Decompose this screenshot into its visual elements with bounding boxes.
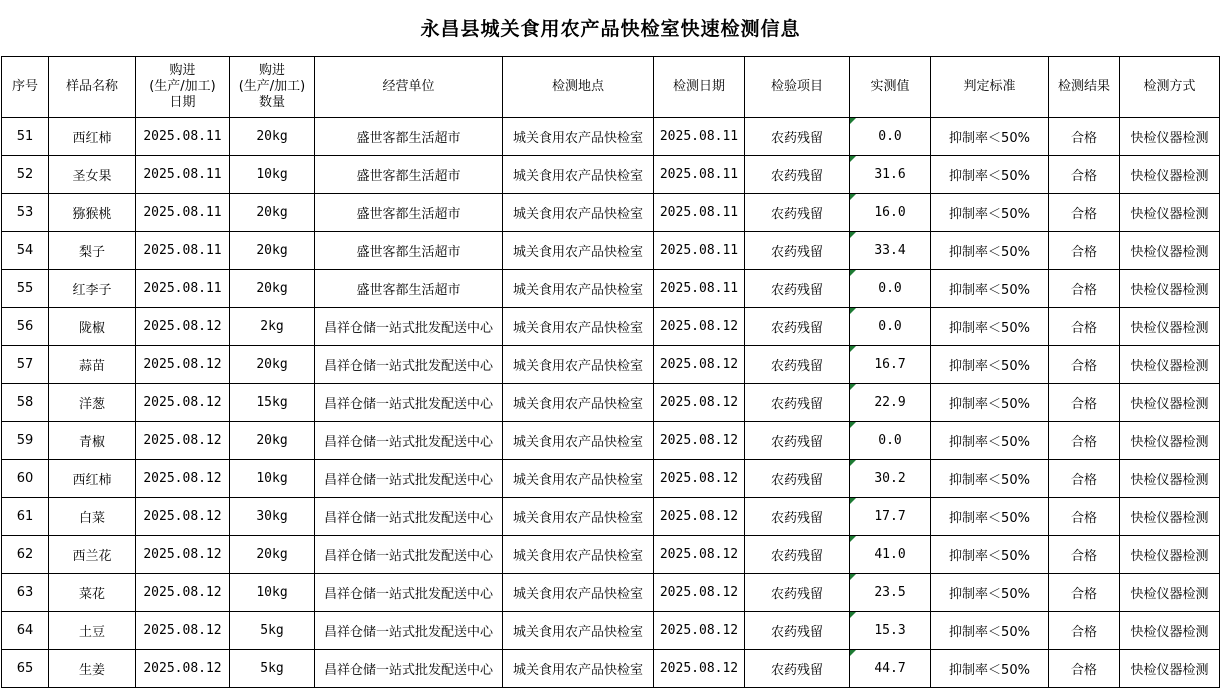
cell-location: 城关食用农产品快检室: [503, 270, 654, 308]
cell-operator: 昌祥仓储一站式批发配送中心: [315, 612, 503, 650]
cell-purchase-date: 2025.08.12: [136, 308, 230, 346]
cell-method: 快检仪器检测: [1120, 422, 1220, 460]
cell-method: 快检仪器检测: [1120, 156, 1220, 194]
cell-standard: 抑制率＜50%: [931, 232, 1049, 270]
cell-quantity: 20kg: [230, 346, 315, 384]
cell-sample-name: 红李子: [49, 270, 136, 308]
cell-result: 合格: [1049, 498, 1120, 536]
cell-value: 0.0: [850, 270, 931, 308]
cell-value: 33.4: [850, 232, 931, 270]
cell-result: 合格: [1049, 346, 1120, 384]
cell-result: 合格: [1049, 460, 1120, 498]
cell-seq: 51: [2, 118, 49, 156]
cell-test-date: 2025.08.12: [654, 346, 745, 384]
cell-item: 农药残留: [745, 384, 850, 422]
cell-purchase-date: 2025.08.11: [136, 270, 230, 308]
cell-method: 快检仪器检测: [1120, 650, 1220, 688]
cell-standard: 抑制率＜50%: [931, 194, 1049, 232]
table-row: [2, 232, 1220, 270]
cell-value: 0.0: [850, 308, 931, 346]
cell-seq: 59: [2, 422, 49, 460]
cell-seq: 52: [2, 156, 49, 194]
cell-value: 15.3: [850, 612, 931, 650]
cell-method: 快检仪器检测: [1120, 270, 1220, 308]
cell-quantity: 20kg: [230, 536, 315, 574]
cell-item: 农药残留: [745, 460, 850, 498]
cell-test-date: 2025.08.11: [654, 232, 745, 270]
cell-test-date: 2025.08.12: [654, 612, 745, 650]
cell-quantity: 10kg: [230, 156, 315, 194]
cell-location: 城关食用农产品快检室: [503, 346, 654, 384]
cell-standard: 抑制率＜50%: [931, 460, 1049, 498]
table-row: [2, 308, 1220, 346]
cell-purchase-date: 2025.08.11: [136, 118, 230, 156]
table-row: [2, 422, 1220, 460]
cell-test-date: 2025.08.11: [654, 270, 745, 308]
cell-method: 快检仪器检测: [1120, 536, 1220, 574]
cell-sample-name: 洋葱: [49, 384, 136, 422]
cell-quantity: 20kg: [230, 194, 315, 232]
cell-standard: 抑制率＜50%: [931, 156, 1049, 194]
cell-quantity: 20kg: [230, 232, 315, 270]
cell-quantity: 5kg: [230, 650, 315, 688]
cell-operator: 昌祥仓储一站式批发配送中心: [315, 650, 503, 688]
cell-quantity: 5kg: [230, 612, 315, 650]
cell-item: 农药残留: [745, 308, 850, 346]
cell-operator: 昌祥仓储一站式批发配送中心: [315, 346, 503, 384]
cell-purchase-date: 2025.08.12: [136, 384, 230, 422]
cell-result: 合格: [1049, 612, 1120, 650]
header-item: 检验项目: [745, 57, 850, 118]
cell-quantity: 2kg: [230, 308, 315, 346]
cell-method: 快检仪器检测: [1120, 612, 1220, 650]
header-test-date: 检测日期: [654, 57, 745, 118]
cell-result: 合格: [1049, 270, 1120, 308]
table-row: [2, 612, 1220, 650]
cell-purchase-date: 2025.08.12: [136, 346, 230, 384]
cell-test-date: 2025.08.12: [654, 650, 745, 688]
cell-sample-name: 陇椒: [49, 308, 136, 346]
cell-sample-name: 蒜苗: [49, 346, 136, 384]
cell-sample-name: 西红柿: [49, 118, 136, 156]
cell-method: 快检仪器检测: [1120, 460, 1220, 498]
cell-value: 17.7: [850, 498, 931, 536]
cell-test-date: 2025.08.12: [654, 384, 745, 422]
cell-method: 快检仪器检测: [1120, 232, 1220, 270]
cell-operator: 昌祥仓储一站式批发配送中心: [315, 536, 503, 574]
table-row: [2, 346, 1220, 384]
cell-item: 农药残留: [745, 422, 850, 460]
cell-method: 快检仪器检测: [1120, 498, 1220, 536]
cell-value: 0.0: [850, 118, 931, 156]
cell-result: 合格: [1049, 118, 1120, 156]
cell-standard: 抑制率＜50%: [931, 650, 1049, 688]
cell-operator: 昌祥仓储一站式批发配送中心: [315, 384, 503, 422]
cell-sample-name: 梨子: [49, 232, 136, 270]
cell-seq: 64: [2, 612, 49, 650]
cell-purchase-date: 2025.08.11: [136, 156, 230, 194]
cell-value: 30.2: [850, 460, 931, 498]
cell-location: 城关食用农产品快检室: [503, 156, 654, 194]
cell-item: 农药残留: [745, 194, 850, 232]
header-purchase-date: [136, 57, 230, 118]
cell-location: 城关食用农产品快检室: [503, 460, 654, 498]
cell-seq: 58: [2, 384, 49, 422]
cell-sample-name: 西红柿: [49, 460, 136, 498]
cell-purchase-date: 2025.08.12: [136, 574, 230, 612]
cell-test-date: 2025.08.12: [654, 308, 745, 346]
cell-standard: 抑制率＜50%: [931, 422, 1049, 460]
header-value: 实测值: [850, 57, 931, 118]
header-standard: 判定标准: [931, 57, 1049, 118]
cell-operator: 盛世客都生活超市: [315, 156, 503, 194]
cell-location: 城关食用农产品快检室: [503, 384, 654, 422]
cell-seq: 62: [2, 536, 49, 574]
cell-test-date: 2025.08.12: [654, 574, 745, 612]
table-row: [2, 574, 1220, 612]
cell-seq: 57: [2, 346, 49, 384]
cell-standard: 抑制率＜50%: [931, 308, 1049, 346]
cell-location: 城关食用农产品快检室: [503, 194, 654, 232]
cell-seq: 53: [2, 194, 49, 232]
cell-item: 农药残留: [745, 536, 850, 574]
cell-seq: 54: [2, 232, 49, 270]
cell-location: 城关食用农产品快检室: [503, 232, 654, 270]
header-operator: 经营单位: [315, 57, 503, 118]
cell-standard: 抑制率＜50%: [931, 536, 1049, 574]
cell-purchase-date: 2025.08.12: [136, 536, 230, 574]
table-row: [2, 384, 1220, 422]
cell-purchase-date: 2025.08.12: [136, 612, 230, 650]
cell-location: 城关食用农产品快检室: [503, 536, 654, 574]
header-quantity-line: (生产/加工): [238, 79, 306, 94]
cell-quantity: 20kg: [230, 118, 315, 156]
cell-test-date: 2025.08.12: [654, 536, 745, 574]
cell-item: 农药残留: [745, 156, 850, 194]
cell-location: 城关食用农产品快检室: [503, 498, 654, 536]
cell-purchase-date: 2025.08.12: [136, 650, 230, 688]
cell-test-date: 2025.08.12: [654, 498, 745, 536]
header-quantity-line: 数量: [258, 95, 285, 110]
cell-value: 22.9: [850, 384, 931, 422]
cell-seq: 60: [2, 460, 49, 498]
cell-test-date: 2025.08.11: [654, 194, 745, 232]
cell-seq: 55: [2, 270, 49, 308]
header-purchase-date-line: 购进: [169, 63, 196, 78]
header-result: 检测结果: [1049, 57, 1120, 118]
cell-seq: 63: [2, 574, 49, 612]
cell-standard: 抑制率＜50%: [931, 384, 1049, 422]
cell-method: 快检仪器检测: [1120, 118, 1220, 156]
table-row: [2, 156, 1220, 194]
cell-quantity: 10kg: [230, 574, 315, 612]
cell-sample-name: 土豆: [49, 612, 136, 650]
table-row: [2, 650, 1220, 688]
cell-quantity: 20kg: [230, 270, 315, 308]
cell-method: 快检仪器检测: [1120, 346, 1220, 384]
header-location: 检测地点: [503, 57, 654, 118]
cell-method: 快检仪器检测: [1120, 384, 1220, 422]
cell-item: 农药残留: [745, 498, 850, 536]
header-quantity: [230, 57, 315, 118]
cell-operator: 昌祥仓储一站式批发配送中心: [315, 460, 503, 498]
cell-item: 农药残留: [745, 574, 850, 612]
cell-standard: 抑制率＜50%: [931, 498, 1049, 536]
cell-value: 41.0: [850, 536, 931, 574]
cell-quantity: 15kg: [230, 384, 315, 422]
page-title: 永昌县城关食用农产品快检室快速检测信息: [420, 18, 801, 40]
cell-standard: 抑制率＜50%: [931, 612, 1049, 650]
table-row: [2, 194, 1220, 232]
cell-sample-name: 菜花: [49, 574, 136, 612]
cell-purchase-date: 2025.08.12: [136, 498, 230, 536]
cell-location: 城关食用农产品快检室: [503, 574, 654, 612]
header-seq: 序号: [2, 57, 49, 118]
cell-method: 快检仪器检测: [1120, 574, 1220, 612]
cell-value: 23.5: [850, 574, 931, 612]
cell-seq: 65: [2, 650, 49, 688]
cell-seq: 56: [2, 308, 49, 346]
cell-item: 农药残留: [745, 270, 850, 308]
cell-standard: 抑制率＜50%: [931, 346, 1049, 384]
cell-standard: 抑制率＜50%: [931, 574, 1049, 612]
cell-item: 农药残留: [745, 612, 850, 650]
cell-location: 城关食用农产品快检室: [503, 308, 654, 346]
cell-result: 合格: [1049, 650, 1120, 688]
cell-item: 农药残留: [745, 650, 850, 688]
cell-sample-name: 青椒: [49, 422, 136, 460]
inspection-table: [1, 56, 1220, 688]
cell-purchase-date: 2025.08.11: [136, 194, 230, 232]
cell-value: 44.7: [850, 650, 931, 688]
cell-operator: 盛世客都生活超市: [315, 232, 503, 270]
header-sample-name: 样品名称: [49, 57, 136, 118]
cell-standard: 抑制率＜50%: [931, 118, 1049, 156]
cell-quantity: 30kg: [230, 498, 315, 536]
cell-method: 快检仪器检测: [1120, 194, 1220, 232]
cell-test-date: 2025.08.11: [654, 156, 745, 194]
cell-seq: 61: [2, 498, 49, 536]
cell-item: 农药残留: [745, 346, 850, 384]
cell-operator: 昌祥仓储一站式批发配送中心: [315, 574, 503, 612]
cell-result: 合格: [1049, 308, 1120, 346]
table-row: [2, 498, 1220, 536]
cell-operator: 盛世客都生活超市: [315, 118, 503, 156]
cell-test-date: 2025.08.12: [654, 460, 745, 498]
cell-result: 合格: [1049, 194, 1120, 232]
cell-value: 16.0: [850, 194, 931, 232]
cell-result: 合格: [1049, 156, 1120, 194]
cell-value: 16.7: [850, 346, 931, 384]
cell-result: 合格: [1049, 536, 1120, 574]
header-method: 检测方式: [1120, 57, 1220, 118]
cell-purchase-date: 2025.08.12: [136, 422, 230, 460]
cell-sample-name: 猕猴桃: [49, 194, 136, 232]
cell-sample-name: 生姜: [49, 650, 136, 688]
cell-operator: 盛世客都生活超市: [315, 270, 503, 308]
cell-location: 城关食用农产品快检室: [503, 650, 654, 688]
cell-item: 农药残留: [745, 118, 850, 156]
cell-operator: 盛世客都生活超市: [315, 194, 503, 232]
cell-result: 合格: [1049, 232, 1120, 270]
cell-sample-name: 白菜: [49, 498, 136, 536]
cell-test-date: 2025.08.12: [654, 422, 745, 460]
table-row: [2, 118, 1220, 156]
cell-location: 城关食用农产品快检室: [503, 422, 654, 460]
cell-result: 合格: [1049, 384, 1120, 422]
table-row: [2, 536, 1220, 574]
cell-value: 31.6: [850, 156, 931, 194]
header-purchase-date-line: 日期: [169, 95, 196, 110]
header-purchase-date-line: (生产/加工): [149, 79, 216, 94]
table-header-row: [2, 57, 1220, 118]
cell-method: 快检仪器检测: [1120, 308, 1220, 346]
cell-quantity: 20kg: [230, 422, 315, 460]
cell-operator: 昌祥仓储一站式批发配送中心: [315, 308, 503, 346]
table-row: [2, 460, 1220, 498]
cell-location: 城关食用农产品快检室: [503, 612, 654, 650]
cell-value: 0.0: [850, 422, 931, 460]
cell-quantity: 10kg: [230, 460, 315, 498]
cell-location: 城关食用农产品快检室: [503, 118, 654, 156]
cell-sample-name: 西兰花: [49, 536, 136, 574]
cell-sample-name: 圣女果: [49, 156, 136, 194]
cell-operator: 昌祥仓储一站式批发配送中心: [315, 498, 503, 536]
cell-result: 合格: [1049, 574, 1120, 612]
header-quantity-line: 购进: [258, 63, 285, 78]
table-body: [2, 118, 1220, 688]
cell-standard: 抑制率＜50%: [931, 270, 1049, 308]
cell-test-date: 2025.08.11: [654, 118, 745, 156]
cell-result: 合格: [1049, 422, 1120, 460]
cell-item: 农药残留: [745, 232, 850, 270]
table-row: [2, 270, 1220, 308]
cell-purchase-date: 2025.08.12: [136, 460, 230, 498]
cell-operator: 昌祥仓储一站式批发配送中心: [315, 422, 503, 460]
cell-purchase-date: 2025.08.11: [136, 232, 230, 270]
